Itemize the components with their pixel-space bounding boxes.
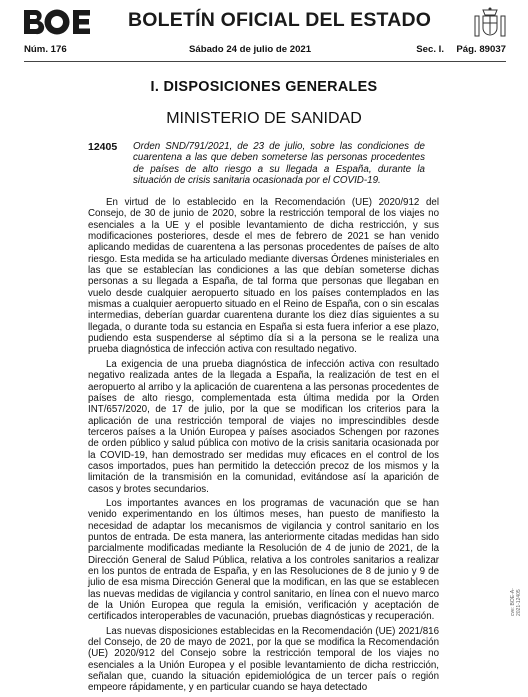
document-summary: Orden SND/791/2021, de 23 de julio, sobre las condiciones de cuarentena a las que deben someterse las personas procedentes de países de alto riesgo a su llegada a España, durante la situación de crisis sanitaria ocasionada por el COVID-19. xyxy=(133,141,425,186)
document-body xyxy=(88,197,439,697)
body-paragraph: Las nuevas disposiciones establecidas en la Recomendación (UE) 2021/816 del Consejo, de 20 de mayo de 2021, por la que se modifica la Recomendación (UE) 2020/912 del Consejo sobre la restricción temporal de los viajes no esenciales a la Unión Europea y el posible levantamiento de dicha restricción, señalan que, cuando la situación epidemiológica de un tercer país o región empeore rápidamente, y en particular cuando se haya detectado xyxy=(88,625,439,694)
body-paragraph: La exigencia de una prueba diagnóstica de infección activa con resultado negativo realizada antes de la llegada a España, la realización de test en el aeropuerto al arribo y la aplicación de cuarentena a las personas procedentes de países de alto riesgo, complementada esta última medida por la Orden INT/657/2020, de 17 de julio, por la que se modifican los criterios para la aplicación de una restricción temporal de viajes no imprescindibles desde terceros países a la Unión Europea y países asociados Schengen por razones de orden público y salud pública con motivo de la crisis sanitaria ocasionada por la COVID-19, han demostrado ser medidas muy eficaces en el control de los casos importados, pues han permitido la detección precoz de los mismos y la limitación de la transmisión en la comunidad, evitándose así la aparición de casos y brotes secundarios. xyxy=(88,358,439,495)
section-label: Sec. I. xyxy=(416,44,444,55)
body-paragraph: En virtud de lo establecido en la Recomendación (UE) 2020/912 del Consejo, de 30 de junio de 2020, sobre la restricción temporal de los viajes no esenciales a la UE y el posible levantamiento de dicha restricción, y sus modificaciones posteriores, desde el mes de febrero de 2021 se han venido aplicando medidas de cuarentena a las personas procedentes de países de alto riesgo. Esta medida se ha articulado mediante diversas Órdenes ministeriales en las que se establecían las condiciones a las que debían someterse dichas personas a su llegada a España, de tal forma que personas que llegaban en vuelo desde cualquier aeropuerto situado en los países contemplados en las mismas a cualquier aeropuerto situado en el Reino de España, con o sin escalas intermedias, deberían guardar cuarentena durante los diez días siguientes a su llegada, o durante toda su estancia en España si esta fuera inferior a ese plazo, pudiendo esta suspenderse al séptimo día si a la persona se le realiza una prueba diagnóstica de infección activa con resultado negativo. xyxy=(88,197,439,356)
gazette-title: BOLETÍN OFICIAL DEL ESTADO xyxy=(128,9,432,31)
coat-of-arms-icon xyxy=(473,6,507,40)
page-number: Pág. 89037 xyxy=(456,44,506,55)
verification-code: cve: BOE-A-2021-12405 xyxy=(510,588,522,616)
document-number: 12405 xyxy=(88,141,118,153)
section-title: I. DISPOSICIONES GENERALES xyxy=(150,79,378,95)
issue-number: Núm. 176 xyxy=(24,44,67,55)
body-paragraph: Los importantes avances en los programas de vacunación que se han venido experimentando en los últimos meses, han puesto de manifiesto la necesidad de adaptar los mecanismos de vigilancia y control sanitario en los puntos de entrada. De esta manera, las anteriormente citadas medidas han sido parcialmente modificadas mediante la Resolución de 4 de junio de 2021, de la Dirección General de Salud Pública, relativa a los controles sanitarios a realizar en los puntos de entrada de España, y en las Resoluciones de 8 de junio y 9 de julio de esa misma Dirección General que la modifican, en las que se establecen las nuevas medidas de vigilancia y control sanitario, en línea con el nuevo marco de la Unión Europea que regula la emisión, verificación y aceptación de certificados interoperables de vacunación, pruebas diagnósticas y recuperación. xyxy=(88,497,439,623)
boe-logo xyxy=(22,8,92,36)
ministry-name: MINISTERIO DE SANIDAD xyxy=(166,110,362,127)
issue-date: Sábado 24 de julio de 2021 xyxy=(189,44,312,55)
header-divider xyxy=(24,61,506,62)
